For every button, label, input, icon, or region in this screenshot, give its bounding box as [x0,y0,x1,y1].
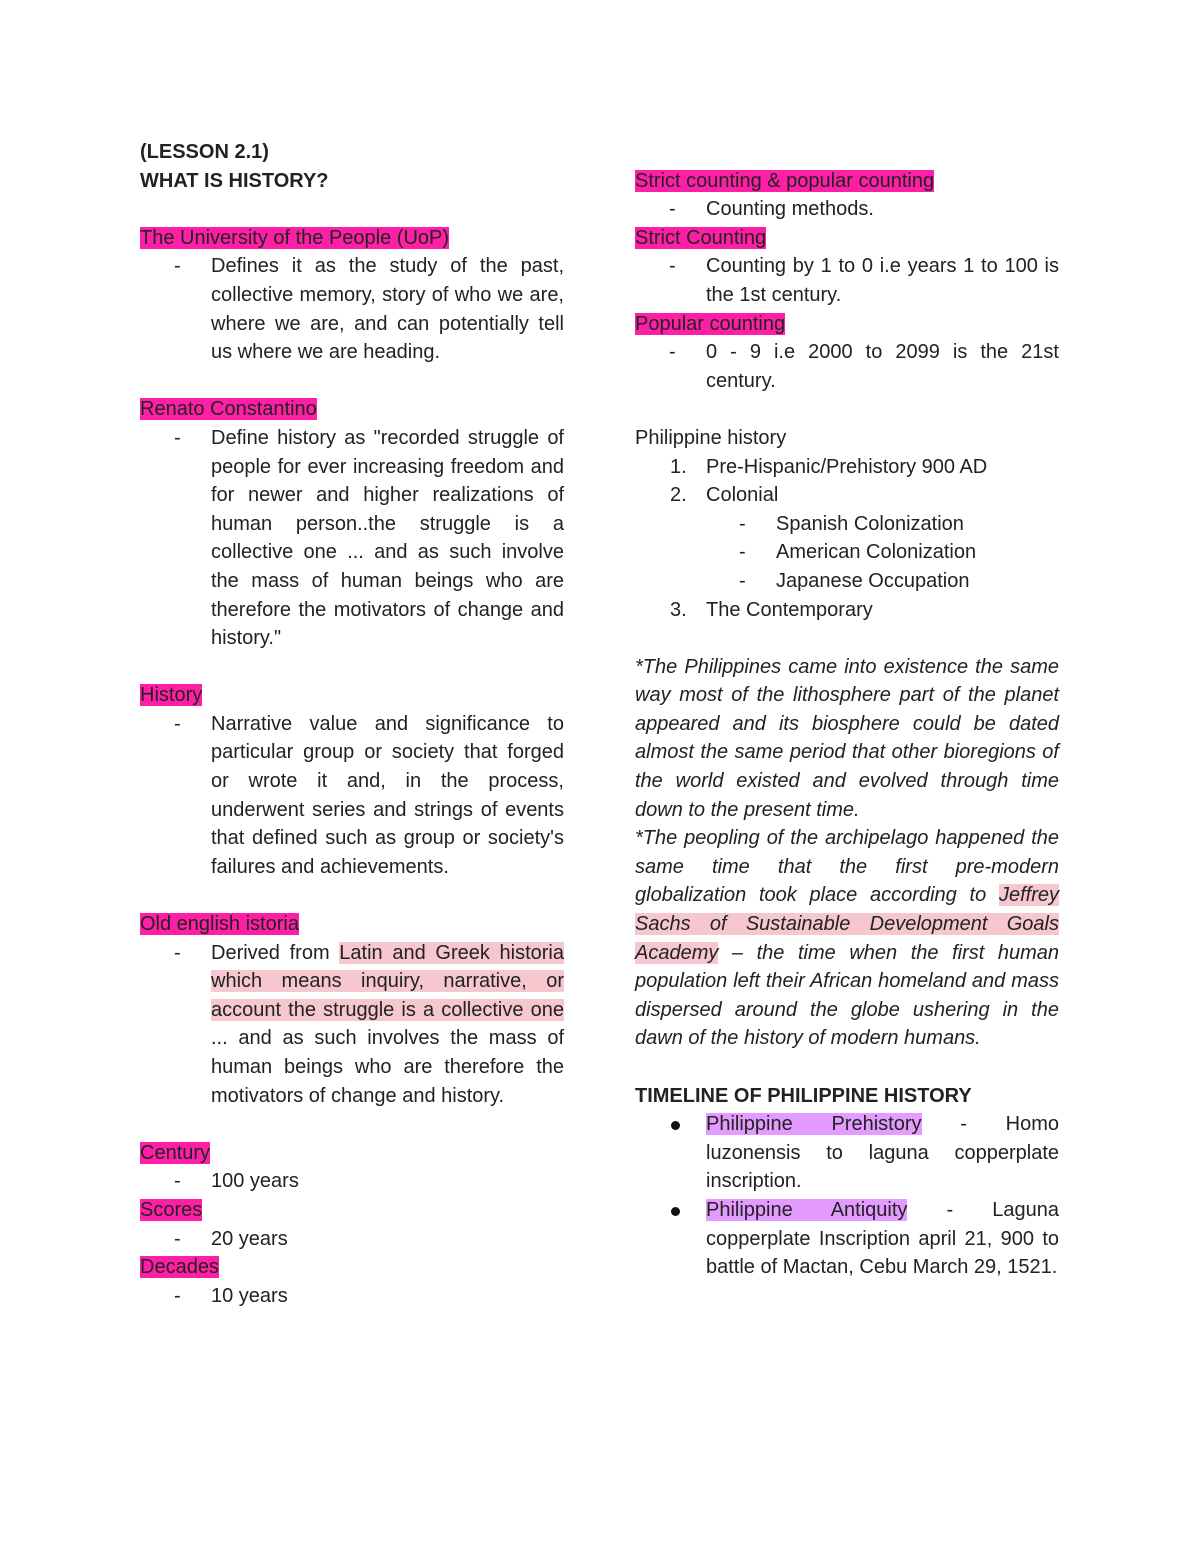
old-english-heading-text: Old english istoria [140,913,299,936]
ph-history-item-2: 2. Colonial [670,484,779,507]
old-english-item: - Derived from Latin and Greek historia which means inquiry, narrative, or account the struggle is a collective one ... and as such involves the mass of human beings who are therefore the motivators of change and history. [174,941,564,1107]
colonial-sub-item-3: - Japanese Occupation [739,569,970,592]
scores-text: 20 years [211,1227,288,1250]
timeline-item-antiquity: Philippine Antiquity - Laguna copperplate Inscription april 21, 900 to battle of Mactan, Cebu March 29, 1521. [635,1196,1059,1282]
old-english-text-pre: Derived from [211,941,340,964]
renato-item: - Define history as "recorded struggle of people for ever increasing freedom and for newer and higher realizations of human person..the struggle is a collective one ... and as such involve the mass of human beings who are therefore the motivators of change and history." [174,426,564,650]
strict-text: Counting by 1 to 0 i.e years 1 to 100 is the 1st century. [706,255,1059,306]
bullet-icon [671,1121,680,1130]
strict-heading-text: Strict Counting [635,226,767,249]
strict-popular-text: Counting methods. [706,198,874,221]
renato-heading-text: Renato Constantino [140,398,317,421]
timeline-item-prehistory: Philippine Prehistory - Homo luzonensis to laguna copperplate inscription. [635,1110,1059,1196]
century-heading-text: Century [140,1141,211,1164]
old-english-text-post: ... and as such involves the mass of human beings who are therefore the motivators of change and history. [211,1027,564,1107]
right-column [635,138,1059,1282]
lesson-label: (LESSON 2.1) [140,141,269,163]
popular-item: - 0 - 9 i.e 2000 to 2099 is the 21st century. [669,341,1059,392]
strict-popular-item: - Counting methods. [669,198,874,221]
popular-heading-text: Popular counting [635,312,786,335]
decades-heading [140,1253,564,1282]
sachs-highlight: Jeffrey Sachs of Sustainable Development Goals Academy [635,884,1059,964]
popular-heading [635,310,1059,339]
decades-text: 10 years [211,1284,288,1307]
ph-history-item-3: 3. The Contemporary [670,598,873,621]
bullet-icon [671,1207,680,1216]
strict-item: - Counting by 1 to 0 i.e years 1 to 100 is the 1st century. [669,255,1059,306]
renato-text: Define history as "recorded struggle of people for ever increasing freedom and for newer and higher realizations of human person..the struggle is a collective one ... and as such involve the mass of human beings who are therefore the motivators of change and history." [211,426,564,650]
philippines-paragraph-1: *The Philippines came into existence the same way most of the lithosphere part of the planet appeared and its biosphere could be dated almost the same period that other bioregions of the world existed and evolved through time down to the present time. [635,655,1059,821]
renato-heading [140,395,564,424]
old-english-heading [140,910,564,939]
uop-text: Defines it as the study of the past, collective memory, story of who we are, where we are, and can potentially tell us where we are heading. [211,255,564,364]
uop-heading-text: The University of the People (UoP) [140,226,450,249]
decades-heading-text: Decades [140,1256,219,1279]
uop-heading [140,224,564,253]
popular-text: 0 - 9 i.e 2000 to 2099 is the 21st century. [706,341,1059,392]
history-heading-text: History [140,684,203,707]
ph-history-heading: Philippine history [635,426,787,449]
colonial-sub-item-2: - American Colonization [739,541,977,564]
history-item: - Narrative value and significance to particular group or society that forged or wrote it and, in the process, underwent series and strings of events that defined such as group or society's failures and achievements. [174,712,564,878]
strict-popular-heading [635,167,1059,196]
page-title: WHAT IS HISTORY? [140,169,329,192]
colonial-sub-item-1: - Spanish Colonization [739,512,964,535]
left-column [140,138,564,1310]
decades-item: - 10 years [174,1284,288,1307]
century-text: 100 years [211,1170,299,1193]
history-text: Narrative value and significance to particular group or society that forged or wrote it and, in the process, underwent series and strings of events that defined such as group or society's failures and achievements. [211,712,564,878]
strict-heading [635,224,1059,253]
century-heading [140,1139,564,1168]
ph-history-item-1: 1. Pre-Hispanic/Prehistory 900 AD [670,455,988,478]
timeline-heading: TIMELINE OF PHILIPPINE HISTORY [635,1084,972,1107]
old-english-text-highlight: Latin and Greek historia which means inquiry, narrative, or account the struggle is a collective one [211,941,564,1021]
philippines-paragraph-2: *The peopling of the archipelago happened the same time that the first pre-modern globalization took place according to Jeffrey Sachs of Sustainable Development Goals Academy – the time when the first human population left their African homeland and mass dispersed around the globe ushering in the dawn of the history of modern humans. [635,827,1059,1050]
scores-item: - 20 years [174,1227,288,1250]
scores-heading-text: Scores [140,1198,203,1221]
century-item: - 100 years [174,1170,299,1193]
uop-item: - Defines it as the study of the past, collective memory, story of who we are, where we are, and can potentially tell us where we are heading. [174,255,564,364]
history-heading [140,681,564,710]
scores-heading [140,1196,564,1225]
strict-popular-heading-text: Strict counting & popular counting [635,169,935,192]
